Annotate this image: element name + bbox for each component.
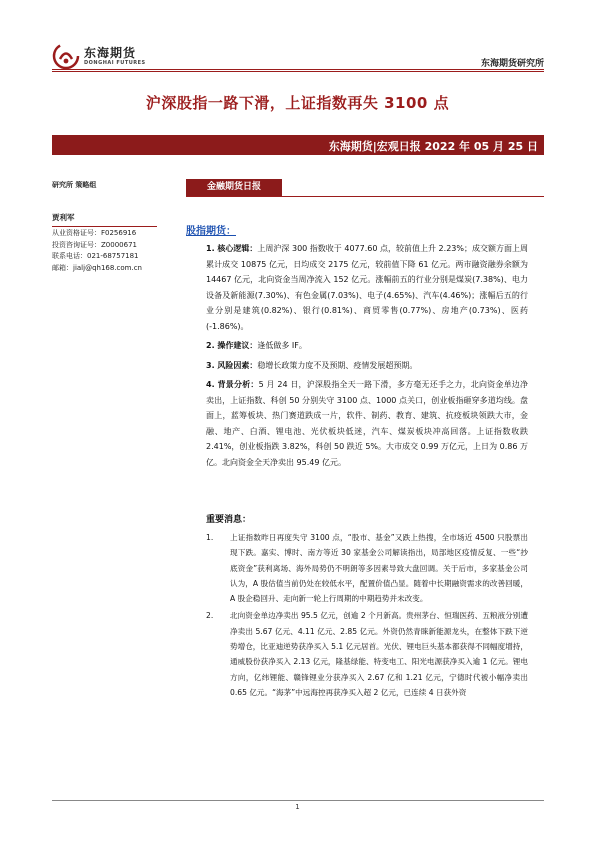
report-category-tab: 金融期货日报 — [186, 179, 282, 196]
analyst-sidebar — [52, 180, 157, 273]
phone-number: 联系电话：021-68757181 — [52, 252, 139, 260]
report-date-line: 东海期货|宏观日报 2022 年 05 月 25 日 — [328, 140, 538, 153]
section-title-index-futures[interactable]: 股指期货： — [186, 226, 236, 237]
news-list — [206, 530, 528, 702]
footer-divider — [52, 800, 544, 801]
list-item-text: 北向资金单边净卖出 95.5 亿元，创逾 2 个月新高。贵州茅台、恒瑞医药、五粮液分别遭净卖出 5.67 亿元、4.11 亿元、2.85 亿元。外资仍然青睐新能源龙头，在整体下跌下逆势增仓，比亚迪逆势获净买入 5.1 亿元居首。光伏、锂电巨头基本都获得不同幅度增持，通威股份获净买入 2.13 亿元，隆基绿能、特变电工、阳光电源获净买入逾 1 亿元。锂电方向，亿纬锂能、赣锋锂业分获净买入 2.67 亿和 1.21 亿元，宁德时代被小幅净卖出 0.65 亿元。“海茅”中远海控再获净买入超 2 亿元，已连续 4 日获外资 — [230, 611, 528, 697]
email-address: 邮箱：jialj@qh168.com.cn — [52, 263, 142, 272]
list-item-text: 上证指数昨日再度失守 3100 点，“股市、基金”又跌上热搜，全市场近 4500 只股票出现下跌。嘉实、博时、南方等近 30 家基金公司解读指出，局部地区疫情反复、一些“抄底资金”获利离场、海外局势仍不明朗等多因素导致大盘回调。关于后市，多家基金公司认为，A 股估值当前仍处在较低水平，配置价值凸显。随着中长期融资需求的改善回暖，A 股企稳回升、走向新一轮上行周期的中期趋势并未改变。 — [230, 533, 528, 604]
item-text: 逢低做多 IF。 — [257, 341, 307, 350]
risk-factors-paragraph — [206, 358, 528, 374]
list-item — [206, 608, 528, 700]
qualification-number: 从业资格证号：F0256916 — [52, 229, 137, 237]
header-divider-secondary — [52, 71, 544, 72]
consulting-number: 投资咨询证号：Z0000671 — [52, 240, 137, 249]
company-logo — [52, 42, 152, 72]
donghai-logo-icon — [52, 42, 80, 70]
institute-name: 东海期货研究所 — [480, 59, 544, 69]
logo-text-en: DONGHAI FUTURES — [84, 60, 146, 66]
report-title: 沪深股指一路下滑，上证指数再失 3100 点 — [145, 94, 450, 112]
analyst-name: 贾利军 — [52, 212, 157, 227]
background-analysis-paragraph — [206, 377, 528, 470]
item-label: 3. 风险因素： — [206, 360, 258, 370]
header-divider — [52, 69, 544, 70]
operation-advice-paragraph — [206, 338, 528, 354]
list-number: 1. — [206, 533, 214, 542]
page-number: 1 — [295, 803, 300, 811]
item-text: 上周沪深 300 指数收于 4077.60 点，较前值上升 2.23%；成交额方面上周累计成交 10875 亿元，日均成交 2175 亿元，较前值下降 61 亿元。两市融资融券余额为 14467 亿元，北向资金当周净流入 152 亿元。涨幅前五的行业分别是煤炭(7.38%)、电力设备及新能源(7.30%)、有色金属(7.03%)、电子(4.65%)、汽车(4.46%)；涨幅后五的行业分别是建筑(0.82%)、银行(0.81%)、商贸零售(0.77%)、房地产(0.73%)、医药(-1.86%)。 — [206, 244, 529, 331]
item-label: 4. 背景分析： — [206, 380, 259, 389]
item-text: 稳增长政策力度不及预期、疫情发展超预期。 — [257, 360, 418, 370]
section-divider — [186, 196, 544, 197]
list-item — [206, 530, 528, 606]
department-label: 研究所 策略组 — [52, 181, 97, 189]
item-label: 2. 操作建议： — [206, 341, 258, 350]
list-number: 2. — [206, 611, 214, 621]
main-content — [206, 241, 528, 474]
logo-text-cn: 东海期货 — [84, 46, 137, 60]
news-heading: 重要消息： — [206, 515, 252, 525]
item-label: 1. 核心逻辑： — [206, 244, 258, 253]
date-banner — [52, 135, 544, 155]
item-text: 5 月 24 日，沪深股指全天一路下滑，多方毫无还手之力，北向资金单边净卖出，上证指数、科创 50 分别失守 3100 点、1000 点关口，创业板指砸穿多道均线。盘面上，蓝筹板块、热门赛道跌成一片，软件、制药、教育、建筑、抗疫板块领跌大市，金融、地产、白酒、锂电池、光伏板块低迷，汽车、煤炭板块冲高回落。上证指数收跌 2.41%，创业板指跌 3.82%，科创 50 跌近 5%。大市成交 0.99 万亿元，上日为 0.86 万亿。北向资金全天净卖出 95.49 亿元。 — [206, 380, 528, 467]
core-logic-paragraph — [206, 241, 528, 334]
